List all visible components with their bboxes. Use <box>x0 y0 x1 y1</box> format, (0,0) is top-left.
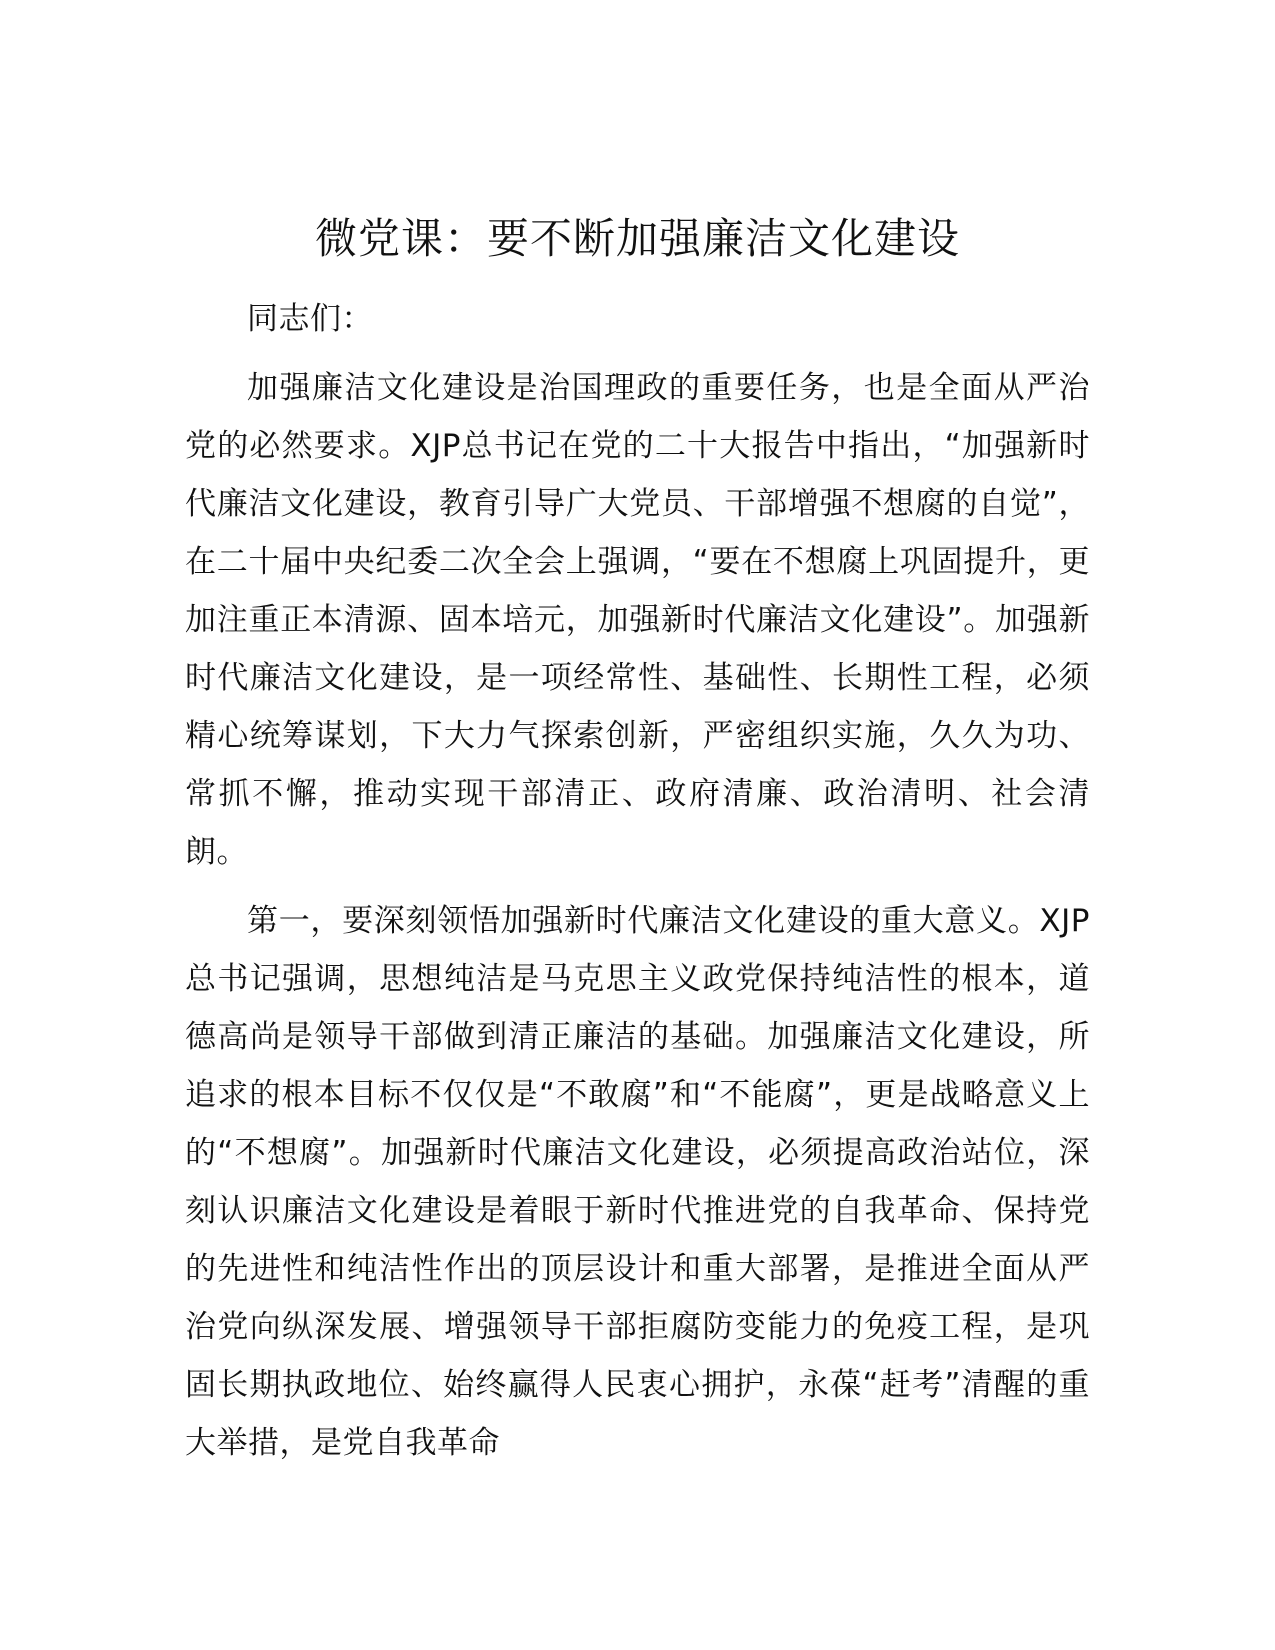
document-title: 微党课：要不断加强廉洁文化建设 <box>314 214 960 263</box>
paragraph-first-point: 第一，要深刻领悟加强新时代廉洁文化建设的重大意义。XJP总书记强调，思想纯洁是马克思主义政党保持纯洁性的根本，道德高尚是领导干部做到清正廉洁的基础。加强廉洁文化建设，所追求的根本目标不仅仅是“不敢腐”和“不能腐”，更是战略意义上的“不想腐”。加强新时代廉洁文化建设，必须提高政治站位，深刻认识廉洁文化建设是着眼于新时代推进党的自我革命、保持党的先进性和纯洁性作出的顶层设计和重大部署，是推进全面从严治党向纵深发展、增强领导干部拒腐防变能力的免疫工程，是巩固长期执政地位、始终赢得人民衷心拥护，永葆“赶考”清醒的重大举措，是党自我革命 <box>185 903 1090 1461</box>
document-body <box>185 290 1090 1483</box>
salutation: 同志们： <box>247 301 373 337</box>
paragraph-intro: 加强廉洁文化建设是治国理政的重要任务，也是全面从严治党的必然要求。XJP总书记在党的二十大报告中指出，“加强新时代廉洁文化建设，教育引导广大党员、干部增强不想腐的自觉”，在二十届中央纪委二次全会上强调，“要在不想腐上巩固提升，更加注重正本清源、固本培元，加强新时代廉洁文化建设”。加强新时代廉洁文化建设，是一项经常性、基础性、长期性工程，必须精心统筹谋划，下大力气探索创新，严密组织实施，久久为功、常抓不懈，推动实现干部清正、政府清廉、政治清明、社会清朗。 <box>185 370 1090 870</box>
